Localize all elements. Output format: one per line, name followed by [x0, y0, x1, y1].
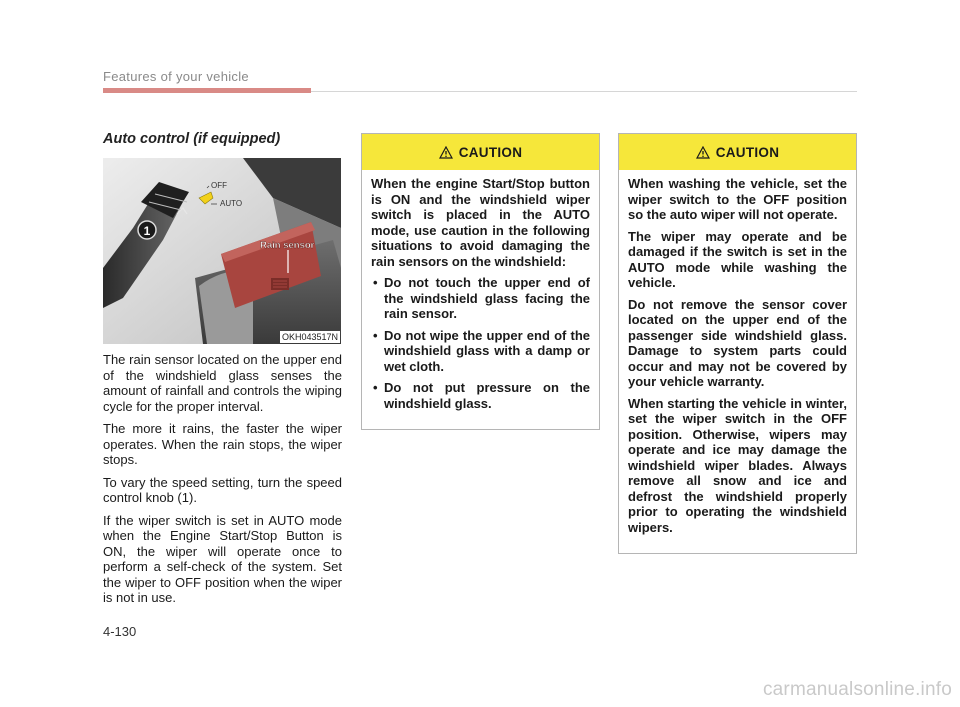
- caution-intro: When the engine Start/Stop button is ON and the windshield wiper switch is placed in the AUTO mode, use caution in the following situations to avoid damaging the rain sensors on the windshield:: [371, 176, 590, 269]
- caution-paragraph: The wiper may operate and be damaged if the switch is set in the AUTO mode while washing the vehicle.: [628, 228, 847, 290]
- caution-paragraph: When starting the vehicle in winter, set the wiper switch in the OFF position. Otherwise, wipers may operate and ice may damage the windshield wiper blades. Always remove all snow and ice and defrost the windshield properly prior to operating the windshield wipers.: [628, 395, 847, 535]
- page-number: 4-130: [103, 624, 137, 639]
- section-title: Auto control (if equipped): [103, 131, 281, 147]
- warning-icon: [439, 146, 453, 159]
- auto-label: AUTO: [220, 199, 243, 208]
- caution-heading: CAUTION: [458, 144, 523, 160]
- caution-heading: CAUTION: [715, 144, 780, 160]
- body-paragraph: The more it rains, the faster the wiper operates. When the rain stops, the wiper stops.: [103, 421, 342, 467]
- header-rule: [311, 91, 857, 92]
- caution-body: [619, 170, 856, 553]
- watermark: carmanualsonline.info: [762, 679, 952, 700]
- caution-bullet-list: [371, 275, 590, 411]
- caution-box-washing: [618, 133, 857, 554]
- body-text: [103, 352, 342, 613]
- knob-label: 1: [143, 224, 151, 238]
- caution-header: [362, 134, 599, 170]
- warning-icon: [696, 146, 710, 159]
- header-title: Features of your vehicle: [103, 69, 249, 84]
- body-paragraph: If the wiper switch is set in AUTO mode when the Engine Start/Stop Button is ON, the wiper will operate once to perform a self-check of the system. Set the wiper to OFF position when the wiper is not in use.: [103, 512, 342, 605]
- body-paragraph: The rain sensor located on the upper end of the windshield glass senses the amount of rainfall and controls the wiping cycle for the proper interval.: [103, 352, 342, 414]
- caution-box-sensor: [361, 133, 600, 430]
- caution-bullet: • Do not touch the upper end of the windshield glass facing the rain sensor.: [371, 275, 590, 322]
- rain-sensor-label: Rain sensor: [260, 240, 315, 251]
- body-paragraph: To vary the speed setting, turn the speed control knob (1).: [103, 474, 342, 505]
- off-label: OFF: [211, 181, 227, 190]
- header-accent-bar: [103, 88, 311, 93]
- caution-paragraph: When washing the vehicle, set the wiper switch to the OFF position so the auto wiper will not operate.: [628, 176, 847, 222]
- caution-paragraph: Do not remove the sensor cover located on the upper end of the passenger side windshield glass. Damage to system parts could occur and may not be covered by your vehicle warranty.: [628, 296, 847, 389]
- wiper-illustration: [103, 158, 341, 344]
- caution-bullet: • Do not put pressure on the windshield glass.: [371, 380, 590, 411]
- caution-bullet: • Do not wipe the upper end of the windshield glass with a damp or wet cloth.: [371, 328, 590, 375]
- caution-header: [619, 134, 856, 170]
- caution-body: [362, 170, 599, 429]
- figure-code: OKH043517N: [281, 332, 338, 342]
